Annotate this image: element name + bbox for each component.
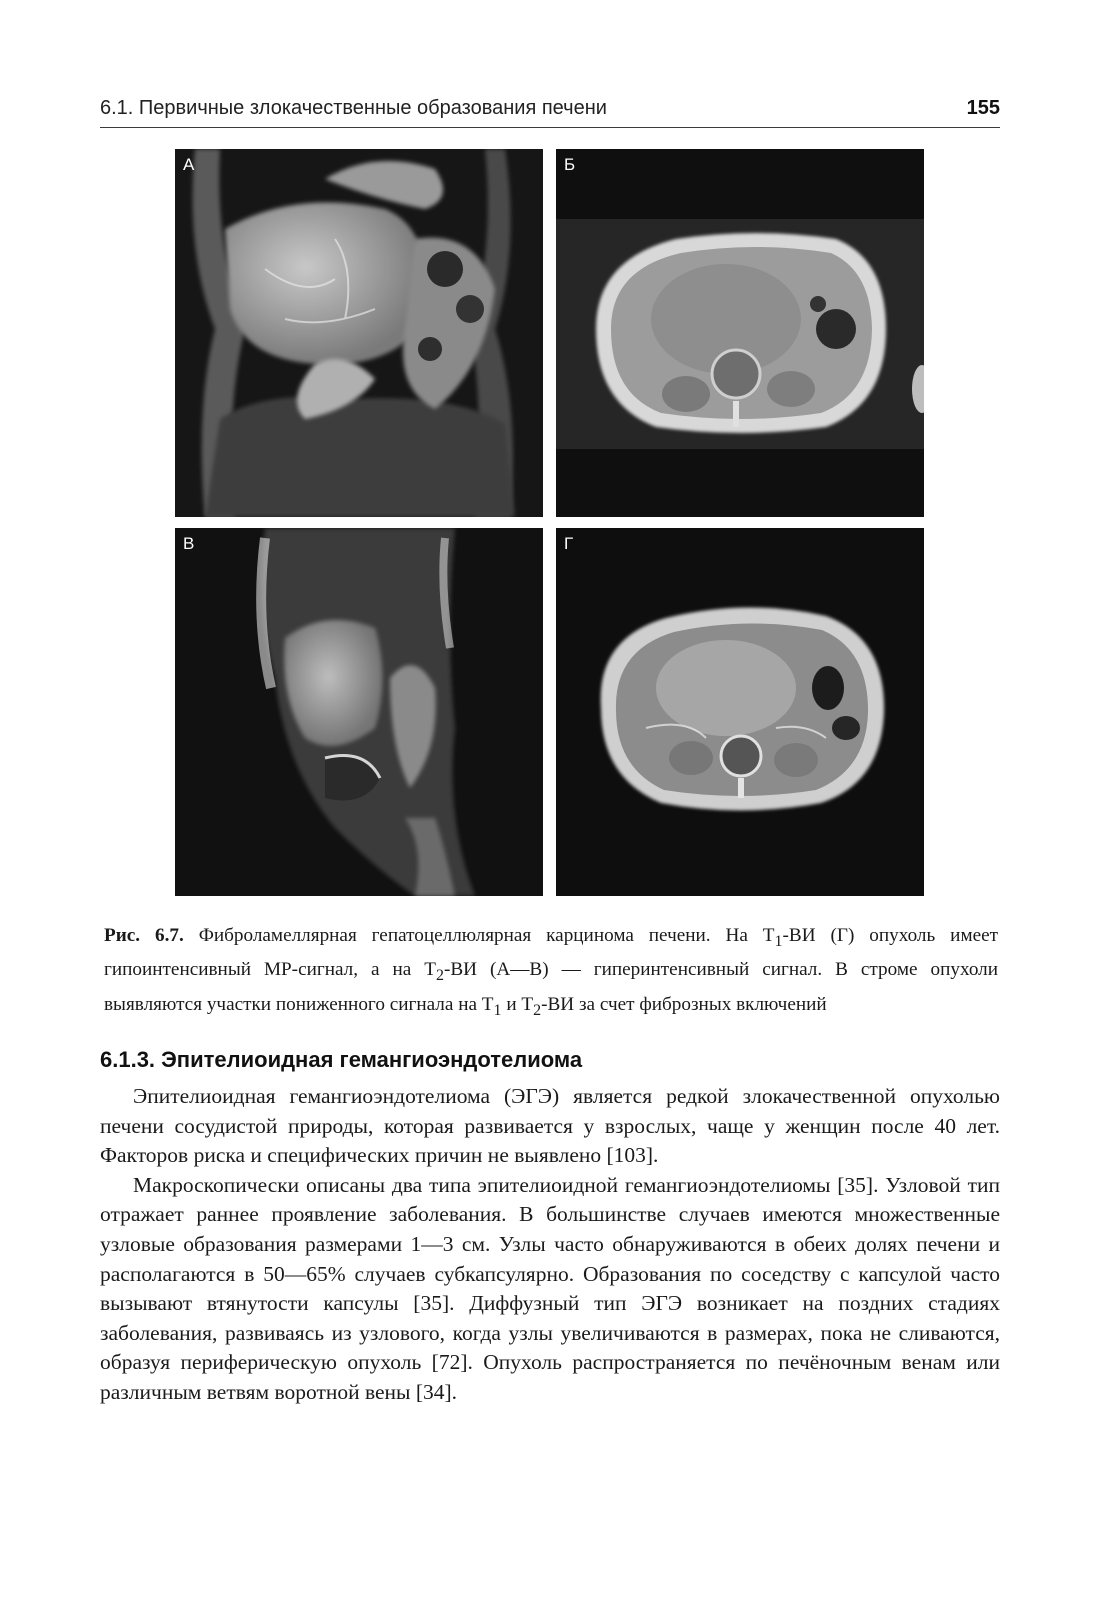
- mri-sagittal-image: [175, 528, 543, 896]
- mri-axial-t2-image: [556, 528, 924, 896]
- mri-coronal-image: [175, 149, 543, 517]
- panel-label-a: А: [183, 155, 195, 174]
- caption-sub-4: 2: [533, 1001, 542, 1019]
- mri-panel-b: [556, 149, 924, 517]
- paragraph: Эпителиоидная гемангиоэндотелиома (ЭГЭ) является редкой злокачественной опухолью печени сосудистой природы, которая развивается у взрослых, чаще у женщин после 40 лет. Факторов риска и специфических причин не выявлено [103].: [100, 1084, 1000, 1168]
- panel-label-c: В: [183, 534, 195, 553]
- running-head: 6.1. Первичные злокачественные образования печени: [100, 97, 607, 119]
- caption-sub-2: 2: [435, 967, 444, 985]
- section-heading: 6.1.3. Эпителиоидная гемангиоэндотелиома: [100, 1047, 583, 1072]
- caption-text-5: -ВИ за счет фиброзных включений: [541, 993, 827, 1015]
- figure-caption: [104, 922, 998, 1025]
- panel-label-d: Г: [564, 534, 574, 553]
- paragraph: Макроскопически описаны два типа эпителиоидной гемангиоэндотелиомы [35]. Узловой тип отражает раннее проявление заболевания. В большинстве случаев имеются множественные узловые образования размерами 1—3 см. Узлы часто обнаруживаются в обеих долях печени и располагаются в 50—65% случаев субкапсулярно. Образования по соседству с капсулой часто вызывают втянутости капсулы [35]. Диффузный тип ЭГЭ возникает на поздних стадиях заболевания, развиваясь из узлового, когда узлы увеличиваются в размерах, пока не сливаются, образуя периферическую опухоль [72]. Опухоль распространяется по печёночным венам или различным ветвям воротной вены [34].: [100, 1172, 1000, 1404]
- mri-panel-d: [556, 528, 924, 896]
- page-header: [100, 97, 1000, 128]
- panel-label-b: Б: [564, 155, 576, 174]
- figure-label: Рис. 6.7.: [104, 925, 184, 946]
- caption-text-1: Фиброламеллярная гепатоцеллюлярная карцинома печени. На Т: [183, 925, 775, 946]
- mri-axial-t1-image: [556, 149, 924, 517]
- caption-sub-3: 1: [493, 1001, 502, 1019]
- page-number: 155: [966, 97, 1000, 119]
- mri-panel-a: [175, 149, 543, 517]
- caption-text-2: -ВИ (Г) опухоль имеет гипоинтенсивный МР-сигнал, а на Т: [104, 925, 999, 981]
- caption-text-4: и Т: [501, 993, 534, 1015]
- section-body: [100, 1082, 1000, 1408]
- mri-panel-c: [175, 528, 543, 896]
- caption-sub-1: 1: [774, 932, 783, 950]
- caption-text-3: -ВИ (А—В) — гиперинтенсивный сигнал. В строме опухоли выявляются участки пониженного сигнала на Т: [104, 959, 999, 1015]
